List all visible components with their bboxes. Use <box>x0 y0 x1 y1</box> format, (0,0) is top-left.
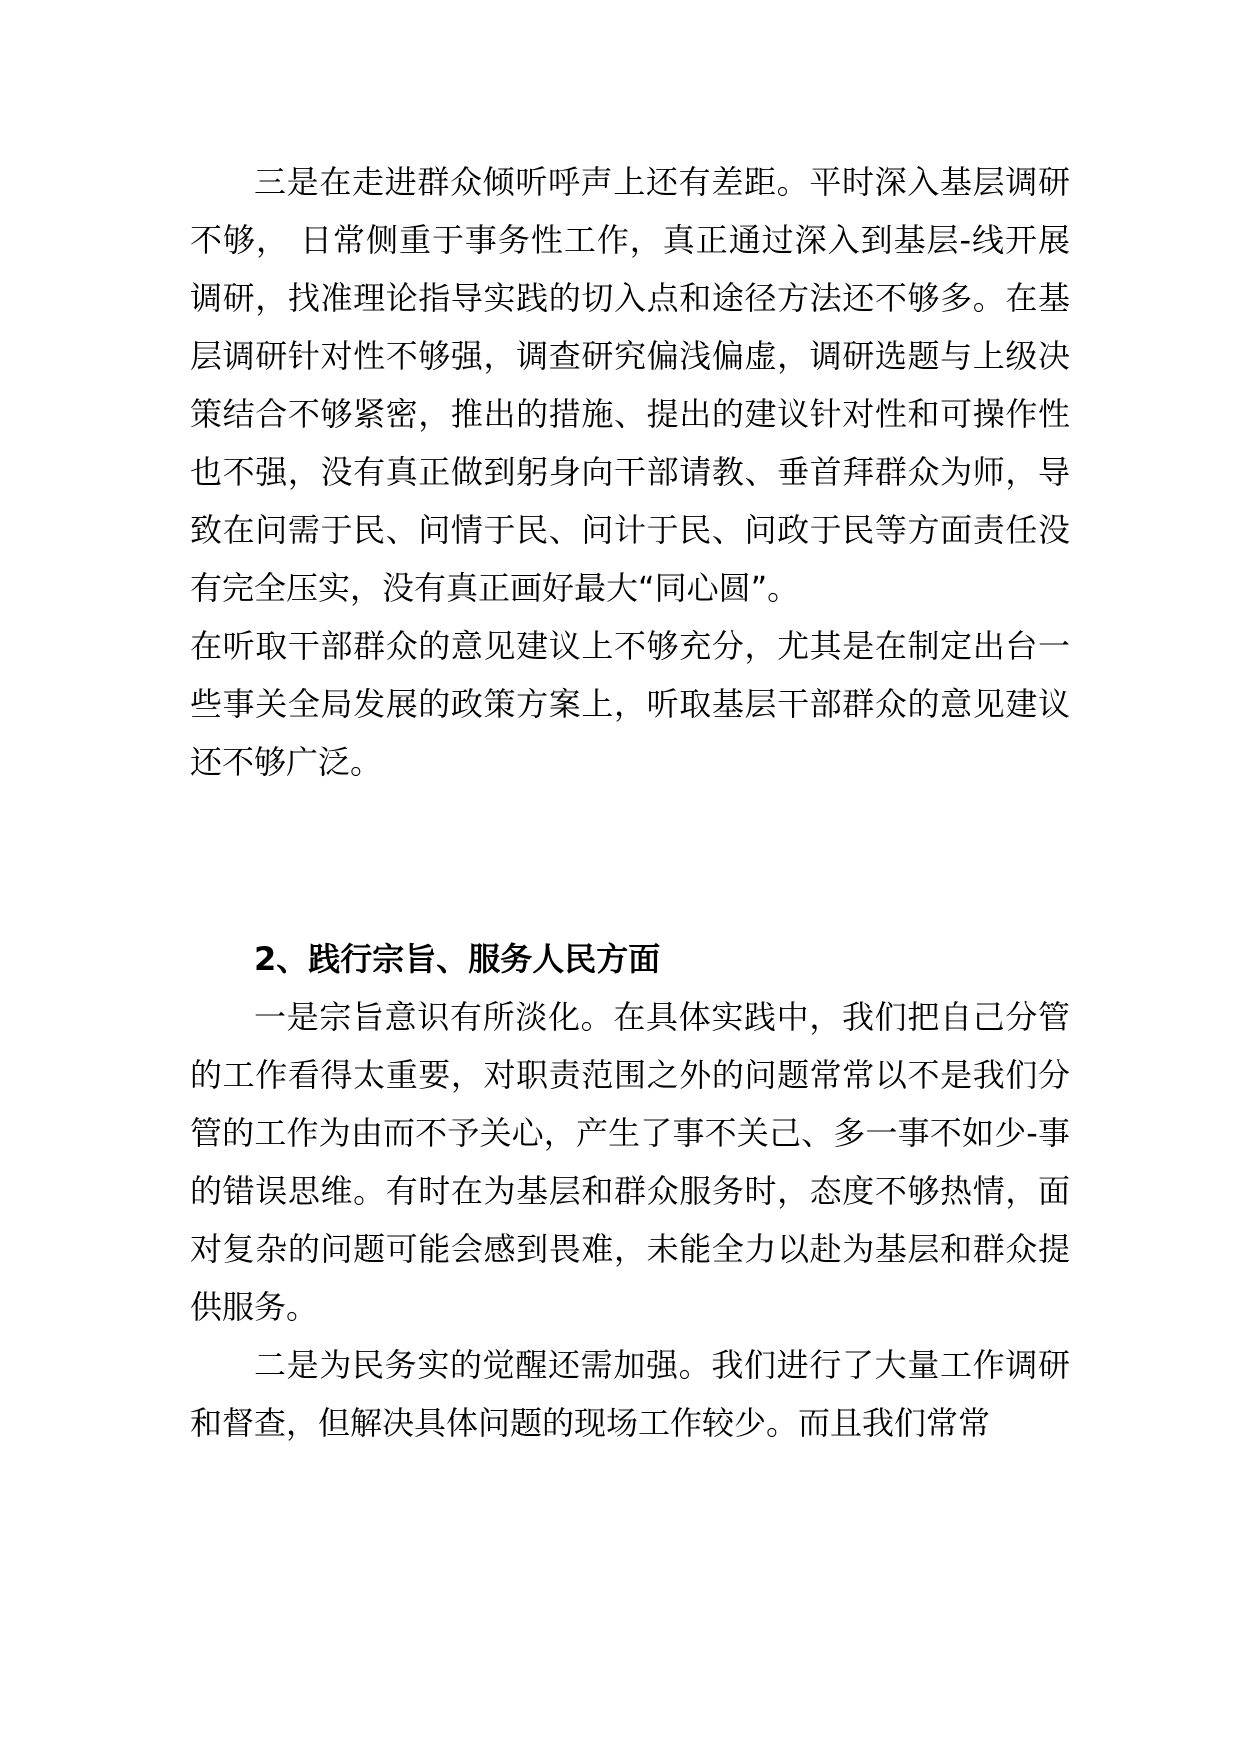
bottom-text-block <box>190 988 1070 1452</box>
paragraph-investigation-gap: 三是在走进群众倾听呼声上还有差距。平时深入基层调研不够， 日常侧重于事务性工作，真正通过深入到基层-线开展调研，找准理论指导实践的切入点和途径方法还不够多。在基层调研针对性不够强，调查研究偏浅偏虚，调研选题与上级决策结合不够紧密，推出的措施、提出的建议针对性和可操作性也不强，没有真正做到躬身向干部请教、垂首拜群众为师，导致在问需于民、问情于民、问计于民、问政于民等方面责任没有完全压实，没有真正画好最大“同心圆”。 <box>190 163 1070 607</box>
paragraph-listening-opinions: 在听取干部群众的意见建议上不够充分，尤其是在制定出台一些事关全局发展的政策方案上，听取基层干部群众的意见建议还不够广泛。 <box>190 627 1070 781</box>
paragraph-pragmatic-awareness: 二是为民务实的觉醒还需加强。我们进行了大量工作调研和督查，但解决具体问题的现场工作较少。而且我们常常 <box>190 1346 1070 1442</box>
top-text-block <box>190 153 1070 791</box>
section-heading: 2、践行宗旨、服务人民方面 <box>254 940 661 978</box>
paragraph-purpose-awareness: 一是宗旨意识有所淡化。在具体实践中，我们把自己分管的工作看得太重要，对职责范围之外的问题常常以不是我们分管的工作为由而不予关心，产生了事不关己、多一事不如少-事的错误思维。有时在为基层和群众服务时，态度不够热情，面对复杂的问题可能会感到畏难，未能全力以赴为基层和群众提供服务。 <box>190 998 1070 1326</box>
